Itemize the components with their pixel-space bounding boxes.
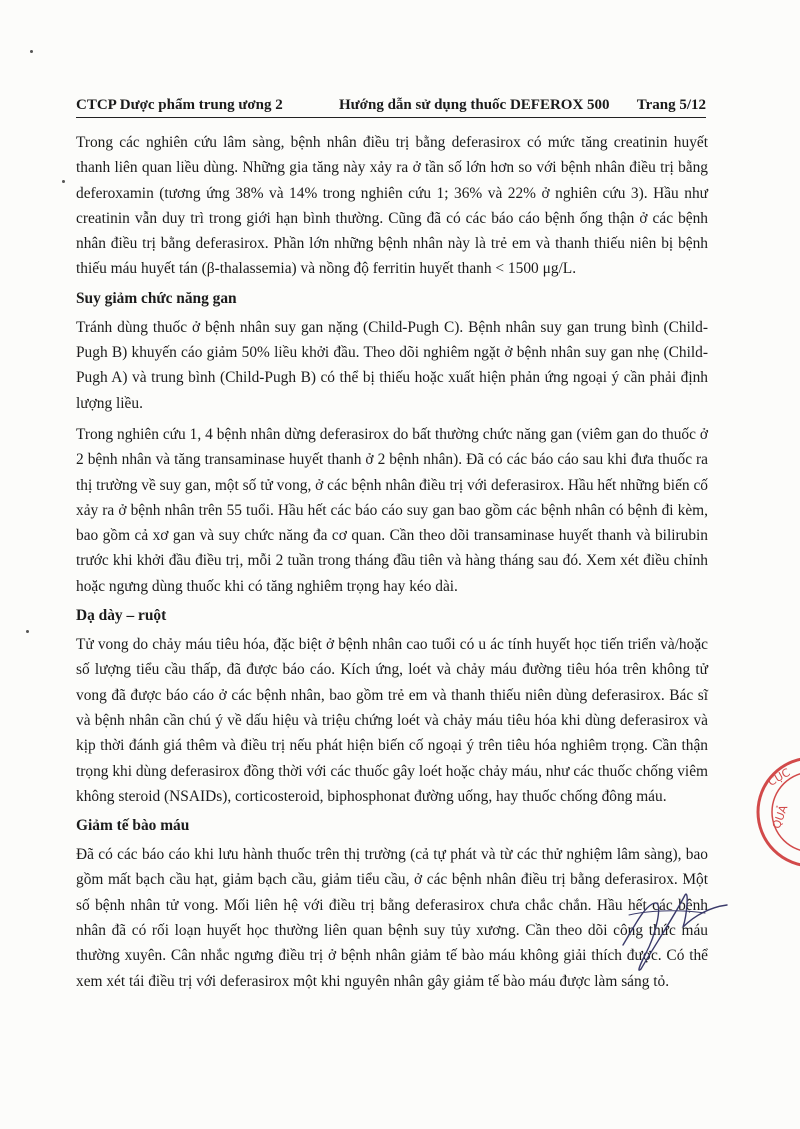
scan-speck <box>26 630 29 633</box>
scan-speck <box>30 50 33 53</box>
section-heading-liver: Suy giảm chức năng gan <box>76 289 237 307</box>
section-heading-gastrointestinal: Dạ dày – ruột <box>76 607 167 625</box>
gastrointestinal-paragraph: Tử vong do chảy máu tiêu hóa, đặc biệt ở bệnh nhân cao tuổi có u ác tính huyết học tiến triển và/hoặc số lượng tiểu cầu thấp, đã được báo cáo. Kích ứng, loét và chảy máu đường tiêu hóa trên không tử vong đã được báo cáo ở các bệnh nhân, bao gồm trẻ em và thanh thiếu niên dùng deferasirox. Bác sĩ và bệnh nhân cần chú ý về dấu hiệu và triệu chứng loét và chảy máu tiêu hóa khi dùng deferasirox và kịp thời đánh giá thêm và điều trị nếu phát hiện biến cố ngoại ý trên tiêu hóa nghiêm trọng. Cần thận trọng khi dùng deferasirox đồng thời với các thuốc gây loét hoặc chảy máu, như các thuốc chống viêm không steroid (NSAIDs), corticosteroid, biphosphonat đường uống, hay thuốc chống đông máu. <box>76 636 708 805</box>
svg-text:CỤC: CỤC <box>765 765 793 789</box>
page-header <box>76 93 706 118</box>
official-stamp-seal <box>752 752 800 872</box>
handwritten-signature <box>615 885 735 975</box>
scan-speck <box>62 180 65 183</box>
liver-paragraph-2: Trong nghiên cứu 1, 4 bệnh nhân dừng deferasirox do bất thường chức năng gan (viêm gan do thuốc ở 2 bệnh nhân và tăng transaminase huyết thanh ở 2 bệnh nhân). Đã có các báo cáo sau khi đưa thuốc ra thị trường về suy gan, một số tử vong, ở các bệnh nhân điều trị với deferasirox. Hầu hết những biến cố xảy ra ở bệnh nhân trên 55 tuổi. Hầu hết các báo cáo suy gan bao gồm các bệnh nhân có bệnh đi kèm, bao gồm cả xơ gan và suy chức năng đa cơ quan. Cần theo dõi transaminase huyết thanh và bilirubin trước khi khởi đầu điều trị, mỗi 2 tuần trong tháng đầu tiên và hàng tháng sau đó. Xem xét điều chỉnh hoặc ngưng dùng thuốc khi có tăng nghiêm trọng hay kéo dài. <box>76 425 708 595</box>
edge-stamp-fragment <box>788 585 798 630</box>
intro-paragraph: Trong các nghiên cứu lâm sàng, bệnh nhân điều trị bằng deferasirox có mức tăng creatinin huyết thanh liên quan liều dùng. Những gia tăng này xảy ra ở tần số lớn hơn so với bệnh nhân điều trị bằng deferoxamin (tương ứng 38% và 14% trong nghiên cứu 1; 36% và 22% ở nghiên cứu 3). Hầu như creatinin vẫn duy trì trong giới hạn bình thường. Cũng đã có các báo cáo bệnh ống thận ở các bệnh nhân điều trị bằng deferasirox. Phần lớn những bệnh nhân này là trẻ em và thanh thiếu niên bị bệnh thiếu máu huyết tán (β-thalassemia) và nồng độ ferritin huyết thanh < 1500 μg/L. <box>76 134 708 278</box>
svg-text:QUẢ: QUẢ <box>769 803 791 831</box>
page-number: Trang 5/12 <box>636 97 706 113</box>
document-title: Hướng dẫn sử dụng thuốc DEFEROX 500 <box>339 97 610 113</box>
document-body <box>76 130 708 1000</box>
cytopenia-paragraph: Đã có các báo cáo khi lưu hành thuốc trên thị trường (cả tự phát và từ các thử nghiệm lâm sàng), bao gồm mất bạch cầu hạt, giảm bạch cầu, giảm tiểu cầu, ở các bệnh nhân điều trị bằng deferasirox. Một số bệnh nhân tử vong. Mối liên hệ với điều trị bằng deferasirox chưa chắc chắn. Hầu hết các bệnh nhân đã có rối loạn huyết học thường liên quan bệnh suy tủy xương. Cần theo dõi công thức máu thường xuyên. Cân nhắc ngưng điều trị ở bệnh nhân giảm tế bào máu không giải thích được. Có thể xem xét tái điều trị với deferasirox một khi nguyên nhân gây giảm tế bào máu được làm sáng tỏ. <box>76 846 708 990</box>
section-heading-cytopenia: Giảm tế bào máu <box>76 817 190 835</box>
liver-paragraph-1: Tránh dùng thuốc ở bệnh nhân suy gan nặng (Child-Pugh C). Bệnh nhân suy gan trung bình (Child-Pugh B) khuyến cáo giảm 50% liều khởi đầu. Theo dõi nghiêm ngặt ở bệnh nhân suy gan nhẹ (Child-Pugh A) và trung bình (Child-Pugh B) có thể bị thiếu hoặc xuất hiện phản ứng ngoại ý cần phải định lượng liều. <box>76 318 708 412</box>
company-name: CTCP Dược phẩm trung ương 2 <box>76 97 283 113</box>
